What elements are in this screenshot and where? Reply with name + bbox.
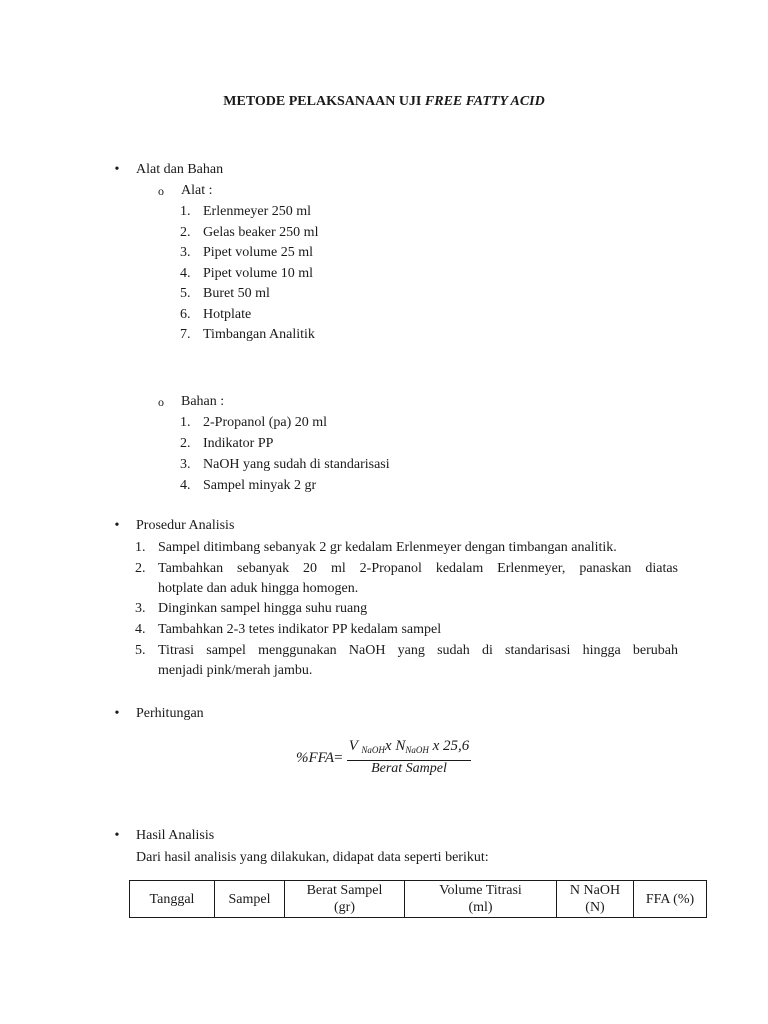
list-item: Buret 50 ml — [203, 286, 270, 301]
list-number: 1. — [180, 415, 191, 430]
table-header-cell — [215, 881, 285, 918]
list-item: 2-Propanol (pa) 20 ml — [203, 415, 328, 430]
list-number: 7. — [180, 327, 191, 342]
step-number: 3. — [135, 601, 146, 616]
title-main: METODE PELAKSANAAN UJI — [223, 94, 425, 109]
table-header-cell — [130, 881, 215, 918]
table-header-cell — [557, 881, 634, 918]
section-heading-hasil: Hasil Analisis — [136, 828, 215, 843]
procedure-step-line: Dinginkan sampel hingga suhu ruang — [158, 601, 368, 616]
formula-n: N — [395, 738, 406, 754]
section-heading-prosedur: Prosedur Analisis — [136, 518, 235, 533]
section-heading-alat-bahan: Alat dan Bahan — [136, 162, 224, 177]
list-item: Erlenmeyer 250 ml — [203, 204, 312, 219]
table-header-cell — [405, 881, 557, 918]
list-item: Timbangan Analitik — [203, 327, 315, 342]
formula-v: V — [348, 738, 358, 754]
table-header-text: (ml) — [468, 900, 493, 915]
formula-x1: x — [384, 738, 392, 754]
list-number: 4. — [180, 478, 191, 493]
list-item: Pipet volume 25 ml — [203, 245, 314, 260]
sub-bullet-icon: o — [158, 184, 164, 198]
bullet-icon: • — [114, 162, 120, 177]
bullet-icon: • — [114, 828, 120, 843]
formula-n-sub: NaOH — [405, 745, 429, 755]
alat-label: Alat : — [181, 183, 213, 198]
table-header-cell — [285, 881, 405, 918]
list-item: Gelas beaker 250 ml — [203, 224, 319, 240]
procedure-step-line: Titrasi sampel menggunakan NaOH yang sudah di standarisasi hingga berubah — [158, 643, 678, 658]
table-header-text: N NaOH — [569, 883, 621, 898]
formula-equals: = — [334, 750, 343, 766]
procedure-step-line: menjadi pink/merah jambu. — [158, 663, 313, 678]
formula-denominator: Berat Sampel — [371, 761, 447, 776]
step-number: 4. — [135, 622, 146, 637]
document-title — [0, 92, 768, 112]
procedure-step-line: Tambahkan 2-3 tetes indikator PP kedalam sampel — [158, 622, 442, 637]
title-italic: FREE FATTY ACID — [424, 94, 545, 109]
list-number: 3. — [180, 457, 191, 472]
table-header-text: (gr) — [334, 900, 355, 915]
procedure-step-line: Tambahkan sebanyak 20 ml 2-Propanol kedalam Erlenmeyer, panaskan diatas — [158, 561, 678, 576]
results-table — [129, 880, 707, 918]
formula-factor: x 25,6 — [432, 738, 470, 754]
list-number: 1. — [180, 204, 191, 219]
formula-lhs-label: %FFA — [296, 750, 335, 766]
list-item: NaOH yang sudah di standarisasi — [203, 457, 390, 472]
formula-lhs — [296, 750, 343, 767]
procedure-step-line: Sampel ditimbang sebanyak 2 gr kedalam Erlenmeyer dengan timbangan analitik. — [158, 540, 617, 555]
table-header-cell — [634, 881, 707, 918]
list-item: Sampel minyak 2 gr — [203, 478, 317, 493]
bullet-icon: • — [114, 518, 120, 533]
bullet-icon: • — [114, 706, 120, 721]
bahan-label: Bahan : — [181, 394, 225, 409]
list-number: 3. — [180, 245, 191, 260]
formula-numerator — [347, 738, 471, 755]
sub-bullet-icon: o — [158, 395, 164, 409]
list-number: 6. — [180, 306, 191, 322]
list-number: 2. — [180, 436, 191, 451]
list-item: Hotplate — [203, 306, 252, 322]
list-number: 2. — [180, 224, 191, 240]
table-header-row — [130, 881, 707, 918]
table-header-text: Volume Titrasi — [439, 883, 522, 898]
list-item: Pipet volume 10 ml — [203, 265, 314, 281]
table-header-text: Tanggal — [149, 891, 195, 907]
step-number: 2. — [135, 561, 146, 576]
table-header-text: (N) — [585, 900, 605, 915]
procedure-step-line: hotplate dan aduk hingga homogen. — [158, 581, 359, 596]
step-number: 5. — [135, 643, 146, 658]
section-heading-perhitungan: Perhitungan — [136, 706, 204, 721]
list-number: 5. — [180, 286, 191, 301]
list-item: Indikator PP — [203, 436, 274, 451]
table-header-text: FFA (%) — [645, 891, 695, 907]
list-number: 4. — [180, 265, 191, 281]
table-header-text: Berat Sampel — [306, 883, 383, 898]
hasil-intro: Dari hasil analisis yang dilakukan, didapat data seperti berikut: — [136, 850, 489, 865]
formula-v-sub: NaOH — [361, 745, 385, 755]
table-header-text: Sampel — [228, 891, 271, 907]
step-number: 1. — [135, 540, 146, 555]
